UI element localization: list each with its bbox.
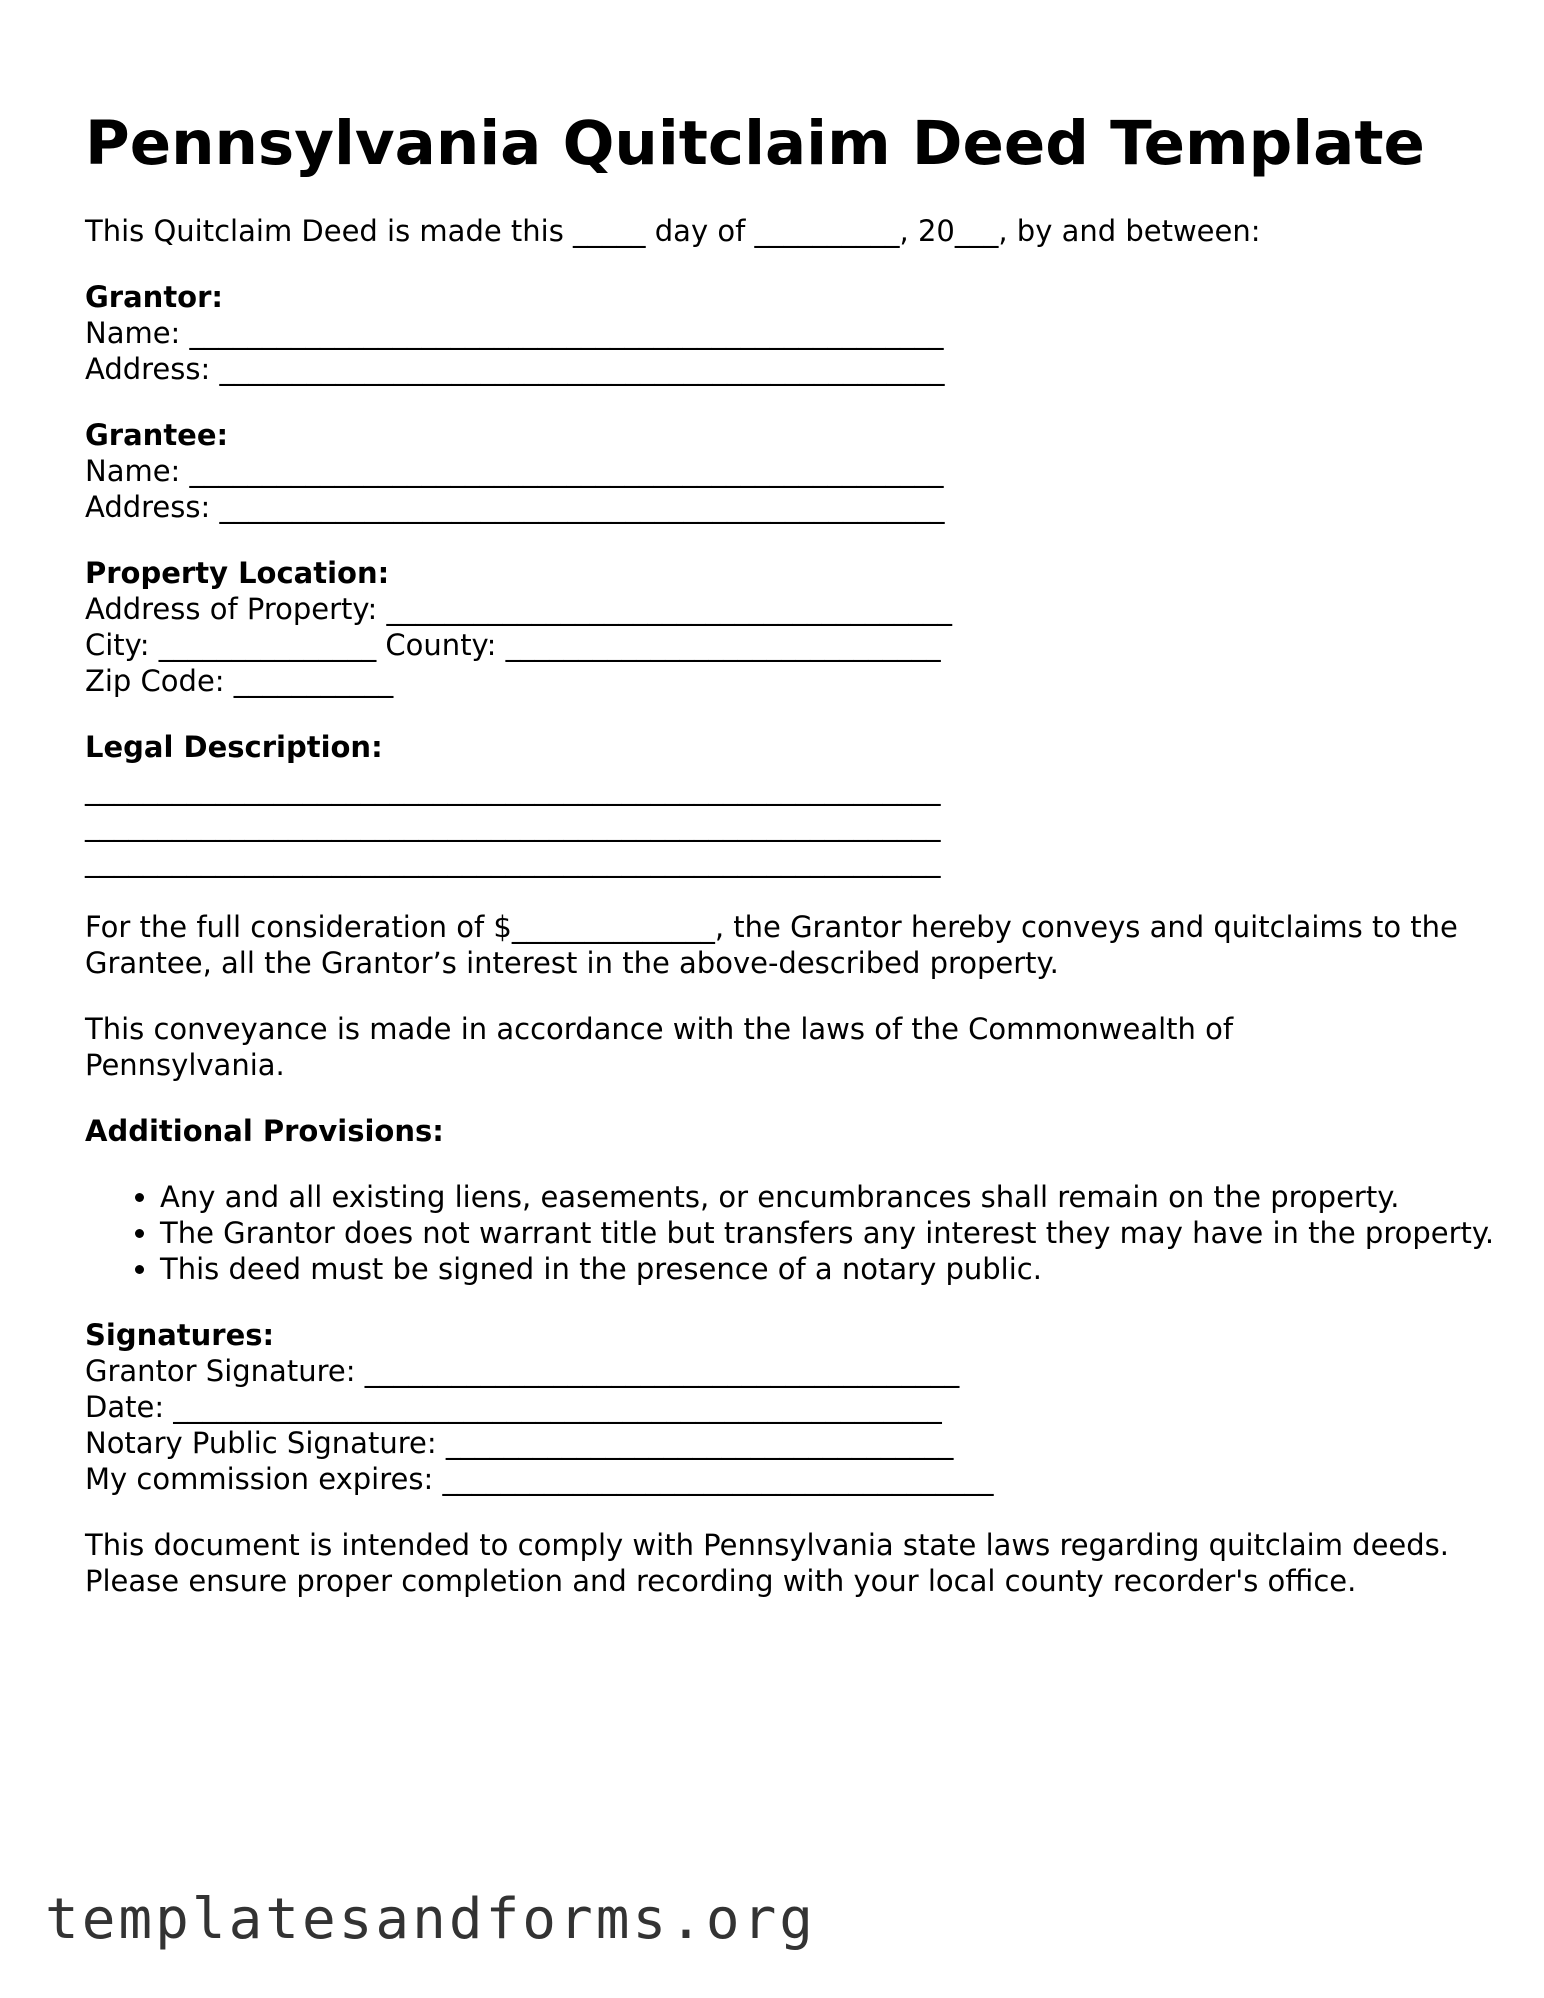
additional-provisions-heading: Additional Provisions: (85, 1114, 444, 1148)
intro-paragraph: This Quitclaim Deed is made this _____ day of __________, 20___, by and between: (85, 214, 1261, 248)
property-zip-line: Zip Code: ___________ (85, 664, 394, 698)
commission-expires-line: My commission expires: ______________________________________ (85, 1462, 994, 1496)
grantor-name-line: Name: ____________________________________________________ (85, 316, 944, 350)
document-title: Pennsylvania Quitclaim Deed Template (85, 108, 1425, 179)
consideration-paragraph: For the full consideration of $______________, the Grantor hereby conveys and quitclaims to the Grantee, all the Grantor’s interest in the above-described property. (85, 910, 1458, 980)
grantor-signature-line: Grantor Signature: _________________________________________ (85, 1354, 960, 1388)
legal-description-blank: ___________________________________________________________ (85, 808, 941, 842)
property-address-line: Address of Property: _______________________________________ (85, 592, 952, 626)
property-location-heading: Property Location: (85, 556, 390, 590)
property-location-section (85, 555, 1485, 699)
grantee-heading: Grantee: (85, 418, 229, 452)
signatures-heading: Signatures: (85, 1318, 275, 1352)
notary-signature-line: Notary Public Signature: ___________________________________ (85, 1426, 954, 1460)
property-city-county-line: City: _______________ County: ______________________________ (85, 628, 941, 662)
provision-item: • This deed must be signed in the presence of a notary public. (160, 1251, 1540, 1287)
provision-item: • Any and all existing liens, easements, or encumbrances shall remain on the property. (160, 1179, 1540, 1215)
grantee-section (85, 417, 1485, 525)
conveyance-paragraph: This conveyance is made in accordance with the laws of the Commonwealth of Pennsylvania. (85, 1012, 1234, 1082)
watermark-text: templatesandforms.org (45, 1887, 817, 1952)
provision-item: • The Grantor does not warrant title but transfers any interest they may have in the property. (160, 1215, 1540, 1251)
grantor-heading: Grantor: (85, 280, 224, 314)
legal-description-blank: ___________________________________________________________ (85, 844, 941, 878)
additional-provisions-list (85, 1179, 1540, 1287)
legal-description-blank: ___________________________________________________________ (85, 772, 941, 806)
closing-paragraph: This document is intended to comply with Pennsylvania state laws regarding quitclaim deeds. Please ensure proper completion and recording with your local county recorder's office. (85, 1528, 1449, 1598)
grantee-name-line: Name: ____________________________________________________ (85, 454, 944, 488)
signature-date-line: Date: _____________________________________________________ (85, 1390, 942, 1424)
grantor-address-line: Address: __________________________________________________ (85, 352, 945, 386)
grantee-address-line: Address: __________________________________________________ (85, 490, 945, 524)
grantor-section (85, 279, 1485, 387)
legal-description-section (85, 729, 1485, 879)
signatures-section (85, 1317, 1485, 1497)
document-page (85, 105, 1495, 1629)
legal-description-heading: Legal Description: (85, 730, 383, 764)
